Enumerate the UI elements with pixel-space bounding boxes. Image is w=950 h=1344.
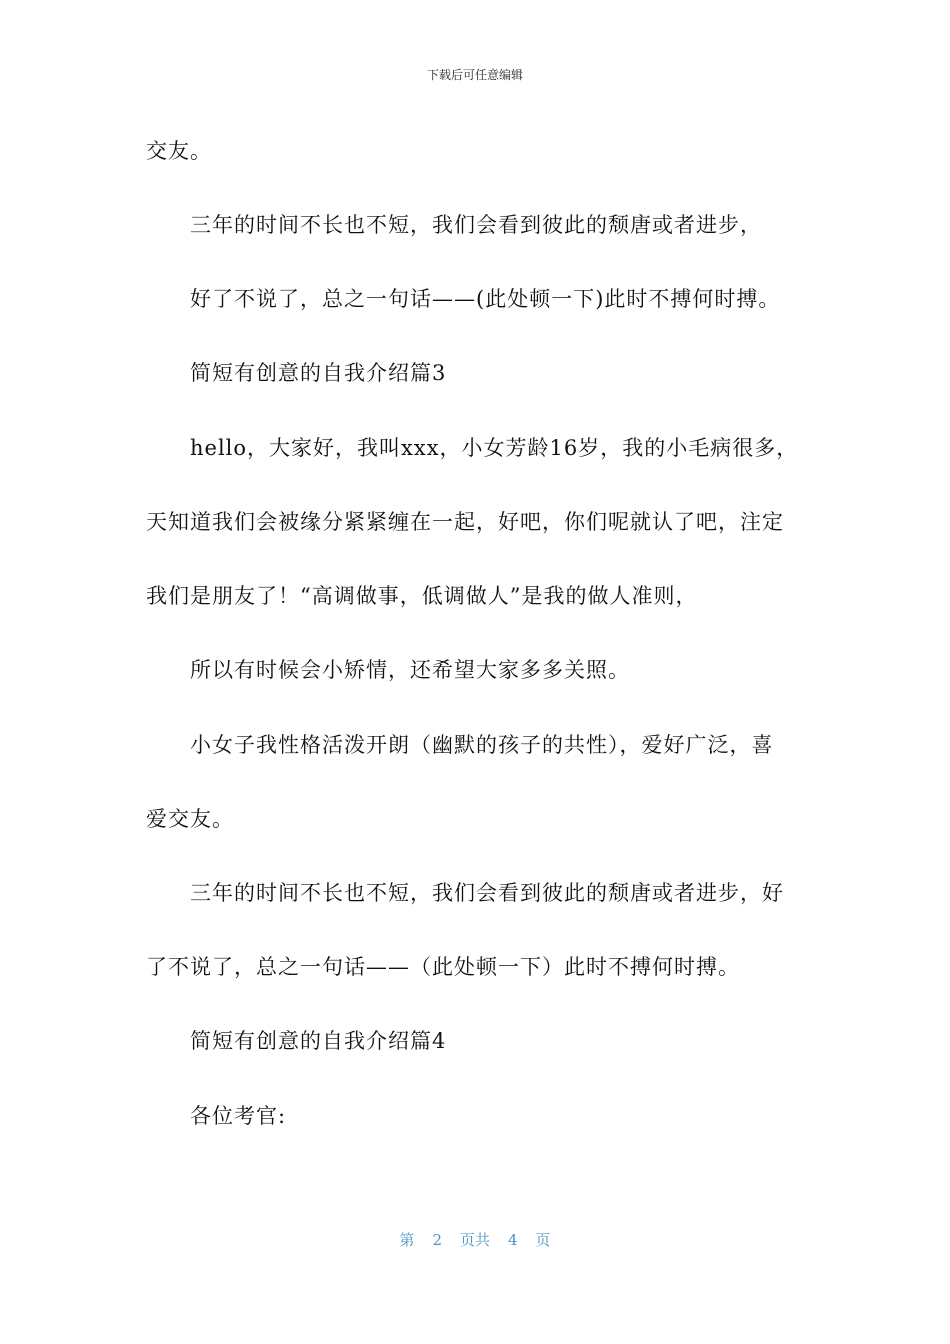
paragraph-line: 所以有时候会小矫情，还希望大家多多关照。 — [190, 658, 630, 682]
page-header: 下载后可任意编辑 — [426, 68, 523, 82]
paragraph-line: 了不说了，总之一句话——（此处顿一下）此时不搏何时搏。 — [146, 955, 740, 979]
footer-text: 第 — [399, 1231, 415, 1249]
current-page-number: 2 — [432, 1231, 442, 1249]
footer-text: 页共 — [459, 1231, 490, 1249]
footer-text: 页 — [535, 1231, 551, 1249]
paragraph-line: 小女子我性格活泼开朗（幽默的孩子的共性），爱好广泛，喜 — [190, 733, 774, 757]
paragraph-line: 好了不说了，总之一句话——(此处顿一下)此时不搏何时搏。 — [190, 287, 781, 311]
section-heading: 简短有创意的自我介绍篇3 — [190, 361, 447, 385]
paragraph-line: 爱交友。 — [146, 807, 234, 831]
paragraph-line: 我们是朋友了！“高调做事，低调做人”是我的做人准则， — [146, 584, 698, 608]
total-page-number: 4 — [508, 1231, 518, 1249]
paragraph-line: 交友。 — [146, 139, 212, 163]
paragraph-line: 三年的时间不长也不短，我们会看到彼此的颓唐或者进步，好 — [190, 881, 784, 905]
page-footer — [0, 1229, 950, 1250]
paragraph-line: 天知道我们会被缘分紧紧缠在一起，好吧，你们呢就认了吧，注定 — [146, 510, 784, 534]
section-heading: 简短有创意的自我介绍篇4 — [190, 1029, 447, 1053]
paragraph-line: 三年的时间不长也不短，我们会看到彼此的颓唐或者进步， — [190, 213, 762, 237]
paragraph-line: 各位考官: — [190, 1104, 287, 1128]
paragraph-line: hello，大家好，我叫xxx，小女芳龄16岁，我的小毛病很多， — [190, 436, 799, 460]
